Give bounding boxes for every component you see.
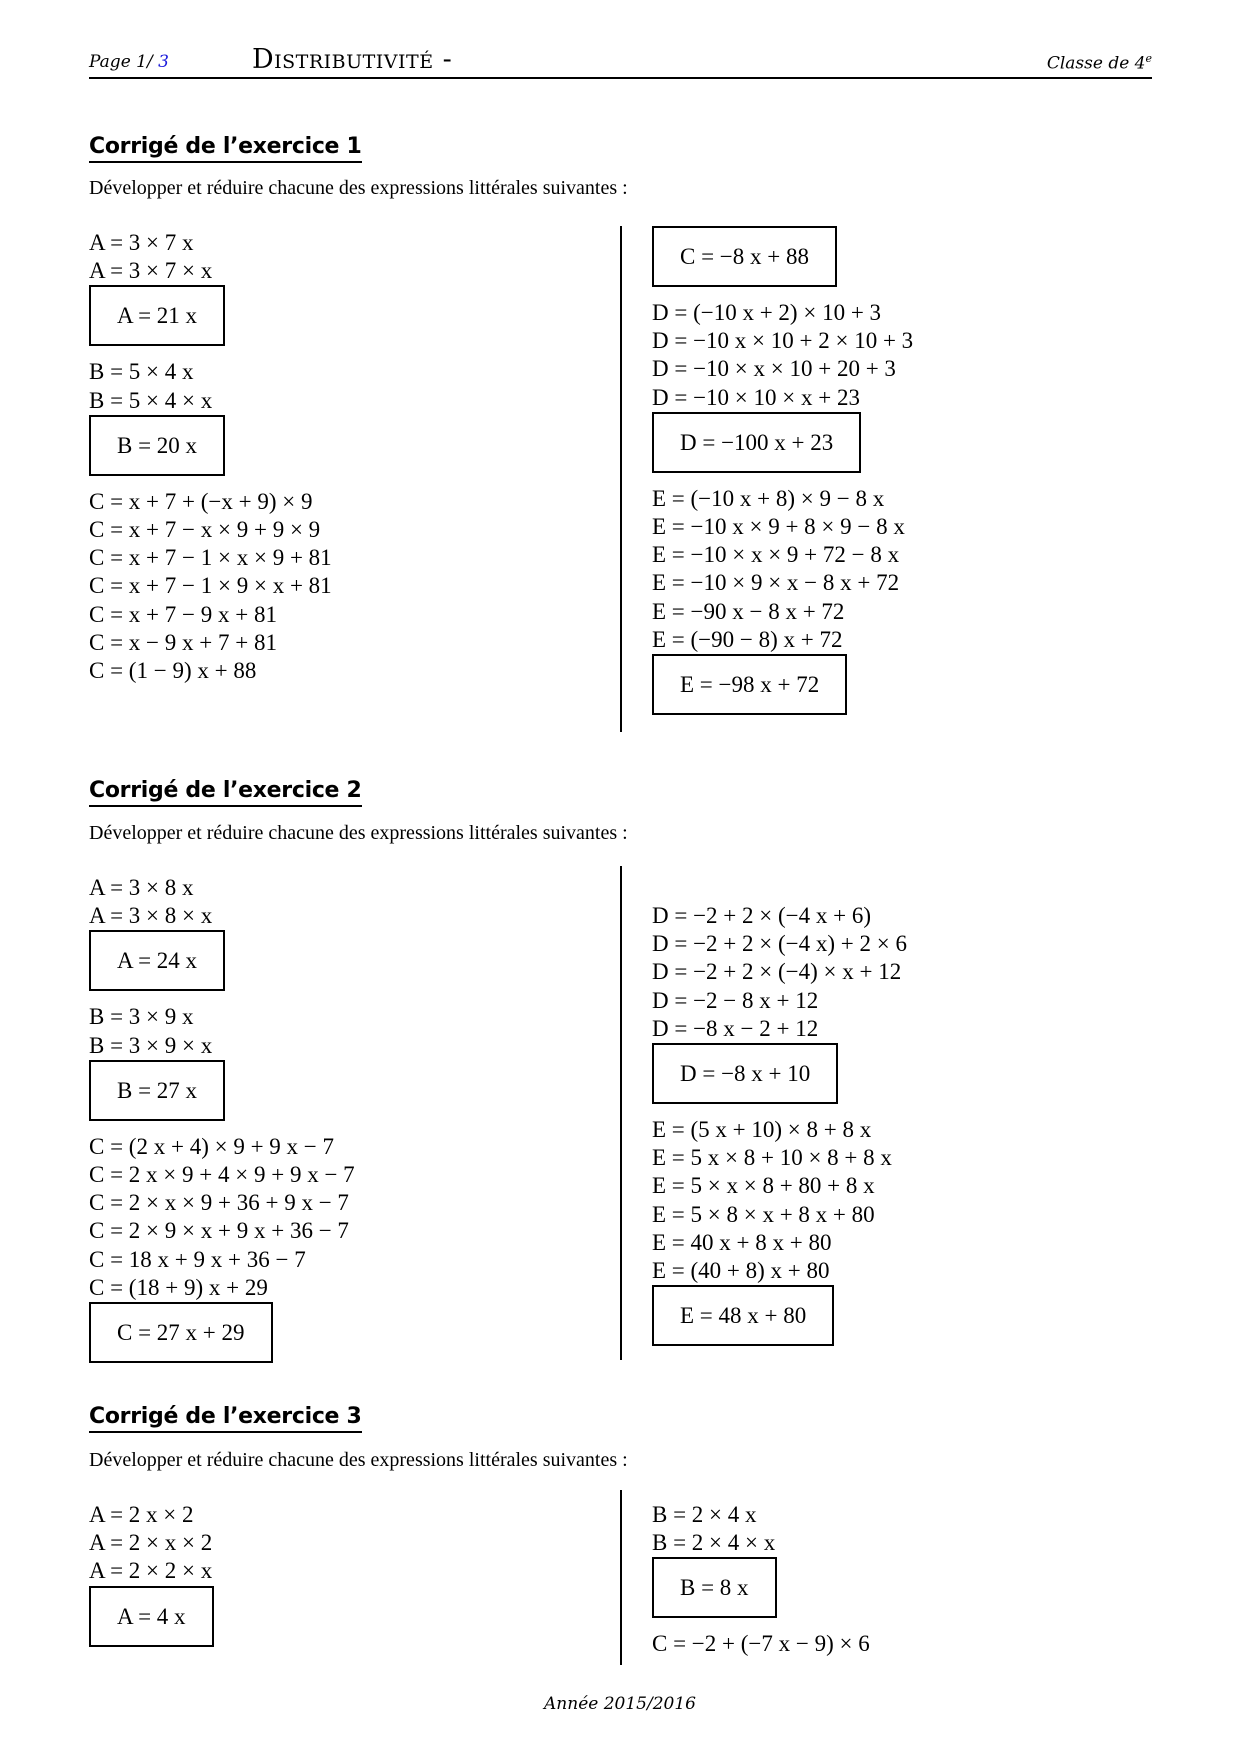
exercise-3-left-column bbox=[89, 1501, 214, 1659]
exercise-1-instruction: Développer et réduire chacune des expressions littérales suivantes : bbox=[89, 177, 628, 199]
equation-line: A = 3 × 8 × x bbox=[89, 903, 213, 929]
equation-line: B = 3 × 9 × x bbox=[89, 1032, 213, 1058]
equation-line: E = 5 × 8 × x + 8 x + 80 bbox=[652, 1201, 875, 1227]
equation-line: D = −10 x × 10 + 2 × 10 + 3 bbox=[652, 328, 914, 354]
equation-line: C = x + 7 − 1 × 9 × x + 81 bbox=[89, 573, 332, 599]
equation-line: D = (−10 x + 2) × 10 + 3 bbox=[652, 300, 882, 325]
equation-line: C = 18 x + 9 x + 36 − 7 bbox=[89, 1246, 306, 1272]
exercise-2-left-column bbox=[89, 874, 355, 1375]
exercise-1-right-column bbox=[652, 226, 913, 727]
class-label-sup: e bbox=[1145, 52, 1152, 65]
exercise-3-heading: Corrigé de l’exercice 3 bbox=[89, 1404, 362, 1433]
exercise-2-column-divider bbox=[620, 866, 622, 1360]
result-box: A = 4 x bbox=[89, 1586, 214, 1647]
document-title: Distributivité - bbox=[252, 44, 453, 75]
exercise-3-instruction: Développer et réduire chacune des expressions littérales suivantes : bbox=[89, 1449, 628, 1471]
result-box: D = −100 x + 23 bbox=[652, 412, 861, 473]
exercise-1-heading: Corrigé de l’exercice 1 bbox=[89, 134, 362, 163]
exercise-2-instruction: Développer et réduire chacune des expressions littérales suivantes : bbox=[89, 822, 628, 844]
equation-line: E = (−90 − 8) x + 72 bbox=[652, 626, 843, 652]
equation-line: A = 3 × 7 × x bbox=[89, 258, 213, 284]
equation-line: D = −2 + 2 × (−4 x) + 2 × 6 bbox=[652, 931, 907, 957]
equation-line: D = −8 x − 2 + 12 bbox=[652, 1015, 819, 1041]
equation-line: C = 2 x × 9 + 4 × 9 + 9 x − 7 bbox=[89, 1161, 355, 1187]
page-number bbox=[89, 52, 169, 72]
equation-line: E = 5 x × 8 + 10 × 8 + 8 x bbox=[652, 1145, 892, 1171]
result-box: B = 20 x bbox=[89, 415, 225, 476]
equation-line: C = (2 x + 4) × 9 + 9 x − 7 bbox=[89, 1133, 335, 1159]
equation-line: C = x + 7 − x × 9 + 9 × 9 bbox=[89, 516, 321, 542]
exercise-2-heading: Corrigé de l’exercice 2 bbox=[89, 778, 362, 807]
equation-line: E = −10 × x × 9 + 72 − 8 x bbox=[652, 542, 900, 568]
equation-line: E = 40 x + 8 x + 80 bbox=[652, 1229, 832, 1255]
result-box: C = −8 x + 88 bbox=[652, 226, 837, 287]
equation-line: B = 2 × 4 × x bbox=[652, 1530, 776, 1556]
equation-line: C = x + 7 − 9 x + 81 bbox=[89, 601, 277, 627]
equation-line: C = −2 + (−7 x − 9) × 6 bbox=[652, 1631, 870, 1657]
equation-line: E = −10 × 9 × x − 8 x + 72 bbox=[652, 570, 900, 596]
equation-line: D = −10 × 10 × x + 23 bbox=[652, 384, 860, 410]
result-box: B = 8 x bbox=[652, 1557, 777, 1618]
result-box: C = 27 x + 29 bbox=[89, 1302, 273, 1363]
equation-line: D = −2 + 2 × (−4) × x + 12 bbox=[652, 959, 902, 985]
result-box: A = 24 x bbox=[89, 930, 225, 991]
equation-line: C = x + 7 − 1 × x × 9 + 81 bbox=[89, 545, 332, 571]
equation-line: E = (40 + 8) x + 80 bbox=[652, 1257, 830, 1283]
equation-line: D = −10 × x × 10 + 20 + 3 bbox=[652, 356, 896, 382]
equation-line: A = 2 × 2 × x bbox=[89, 1558, 213, 1584]
equation-line: E = (−10 x + 8) × 9 − 8 x bbox=[652, 485, 885, 511]
equation-line: B = 3 × 9 x bbox=[89, 1004, 194, 1030]
equation-line: E = 5 × x × 8 + 80 + 8 x bbox=[652, 1173, 875, 1199]
result-box: E = −98 x + 72 bbox=[652, 654, 847, 715]
page-total-link[interactable]: 3 bbox=[158, 52, 169, 72]
result-box: B = 27 x bbox=[89, 1060, 225, 1121]
equation-line: C = 2 × 9 × x + 9 x + 36 − 7 bbox=[89, 1218, 349, 1244]
result-box: D = −8 x + 10 bbox=[652, 1043, 838, 1104]
equation-line: A = 3 × 8 x bbox=[89, 875, 194, 900]
header-rule bbox=[89, 77, 1152, 79]
equation-line: C = x + 7 + (−x + 9) × 9 bbox=[89, 488, 313, 514]
equation-line: E = (5 x + 10) × 8 + 8 x bbox=[652, 1116, 872, 1142]
class-label bbox=[1047, 52, 1152, 74]
result-box: E = 48 x + 80 bbox=[652, 1285, 834, 1346]
equation-line: C = (1 − 9) x + 88 bbox=[89, 657, 257, 683]
equation-line: B = 2 × 4 x bbox=[652, 1502, 757, 1527]
equation-line: E = −10 x × 9 + 8 × 9 − 8 x bbox=[652, 513, 905, 539]
footer-year: Année 2015/2016 bbox=[544, 1694, 696, 1714]
exercise-1-left-column bbox=[89, 229, 332, 685]
equation-line: C = 2 × x × 9 + 36 + 9 x − 7 bbox=[89, 1190, 349, 1216]
equation-line: C = x − 9 x + 7 + 81 bbox=[89, 629, 277, 655]
equation-line: A = 3 × 7 x bbox=[89, 230, 194, 255]
page-number-label: Page 1/ bbox=[89, 52, 159, 72]
exercise-1-column-divider bbox=[620, 226, 622, 732]
result-box: A = 21 x bbox=[89, 285, 225, 346]
equation-line: C = (18 + 9) x + 29 bbox=[89, 1274, 268, 1300]
equation-line: A = 2 × x × 2 bbox=[89, 1530, 213, 1556]
exercise-2-right-column bbox=[652, 902, 907, 1358]
equation-line: D = −2 − 8 x + 12 bbox=[652, 987, 819, 1013]
equation-line: D = −2 + 2 × (−4 x + 6) bbox=[652, 903, 872, 928]
equation-line: B = 5 × 4 × x bbox=[89, 387, 213, 413]
exercise-3-right-column bbox=[652, 1501, 870, 1659]
class-label-text: Classe de 4 bbox=[1046, 53, 1146, 74]
equation-line: A = 2 x × 2 bbox=[89, 1502, 194, 1527]
exercise-3-column-divider bbox=[620, 1490, 622, 1665]
equation-line: E = −90 x − 8 x + 72 bbox=[652, 598, 845, 624]
equation-line: B = 5 × 4 x bbox=[89, 359, 194, 385]
